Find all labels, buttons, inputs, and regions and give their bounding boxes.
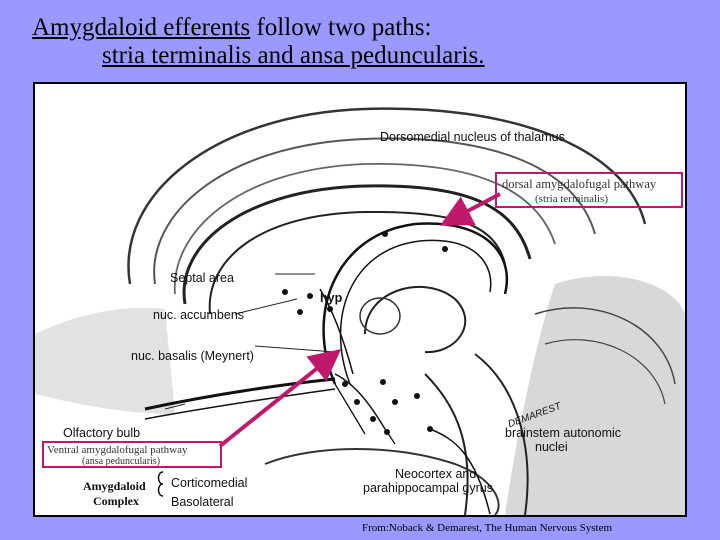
label-amygdaloid: Amygdaloid bbox=[83, 479, 146, 493]
label-artist-signature: DEMAREST bbox=[506, 400, 563, 431]
label-hyp: hyp bbox=[320, 291, 343, 305]
label-parahippocampal: parahippocampal gyrus bbox=[363, 481, 493, 495]
label-corticomedial: Corticomedial bbox=[171, 476, 248, 490]
slide-title bbox=[32, 14, 692, 70]
label-brainstem-nuclei: nuclei bbox=[535, 440, 568, 454]
ansa-peduncularis-label: (ansa peduncularis) bbox=[82, 456, 161, 467]
label-nuc-accumbens: nuc. accumbens bbox=[153, 308, 245, 322]
dorsal-pathway-box bbox=[495, 172, 683, 208]
label-nuc-basalis: nuc. basalis (Meynert) bbox=[131, 349, 254, 363]
label-basolateral: Basolateral bbox=[171, 495, 234, 509]
label-septal-area: Septal area bbox=[170, 271, 234, 285]
label-neocortex: Neocortex and bbox=[395, 467, 477, 481]
label-complex: Complex bbox=[93, 494, 139, 508]
title-underlined: Amygdaloid efferents bbox=[32, 14, 251, 41]
label-olfactory-bulb: Olfactory bulb bbox=[63, 426, 141, 440]
label-dorsomedial-nucleus: Dorsomedial nucleus of thalamus bbox=[380, 130, 565, 144]
brain-diagram bbox=[33, 82, 687, 517]
stria-terminalis-label: (stria terminalis) bbox=[535, 193, 609, 205]
dorsal-pathway-label: dorsal amygdalofugal pathway bbox=[502, 177, 657, 191]
source-credit: From:Noback & Demarest, The Human Nervous System bbox=[362, 522, 613, 534]
label-brainstem-autonomic: brainstem autonomic bbox=[505, 426, 622, 440]
ventral-pathway-box bbox=[42, 441, 222, 468]
title-line2: stria terminalis and ansa peduncularis. bbox=[102, 42, 485, 69]
ventral-pathway-label: Ventral amygdalofugal pathway bbox=[47, 444, 188, 456]
title-rest: follow two paths: bbox=[250, 14, 432, 41]
